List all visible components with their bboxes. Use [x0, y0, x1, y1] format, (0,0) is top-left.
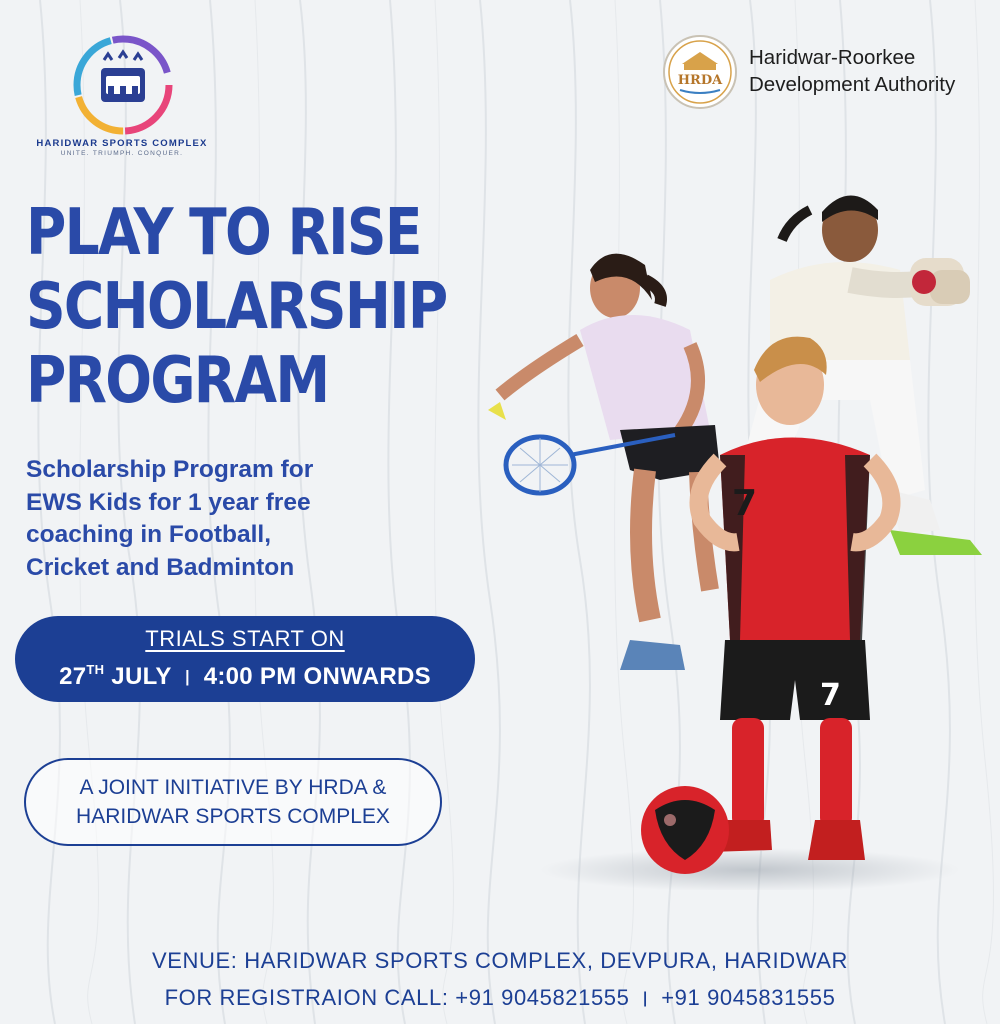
headline-line3: PROGRAM [26, 344, 329, 418]
jersey-number: 7 [732, 483, 758, 524]
joint-line2: HARIDWAR SPORTS COMPLEX [76, 805, 390, 828]
trials-month: JULY [111, 663, 172, 690]
trials-date-banner [15, 616, 475, 702]
description-line1: Scholarship Program for [26, 456, 314, 483]
phone-number-2[interactable]: +91 9045831555 [661, 985, 836, 1010]
venue-line: VENUE: HARIDWAR SPORTS COMPLEX, DEVPURA, HARIDWAR [151, 948, 849, 973]
hsc-logo-tagline: UNITE. TRIUMPH. CONQUER. [60, 150, 184, 157]
hrda-logo-mark: HRDA [677, 73, 723, 88]
athletes-illustration [470, 170, 1000, 890]
cricket-ball-icon [912, 270, 936, 294]
trials-date [15, 662, 475, 691]
contact-label: FOR REGISTRAION CALL: [164, 985, 449, 1010]
football-kid-illustration [699, 337, 892, 860]
headline-line2: SCHOLARSHIP [26, 270, 447, 344]
phone-separator: | [642, 988, 649, 1007]
shorts-number: 7 [820, 678, 841, 713]
football-icon [641, 786, 729, 874]
description-line4: Cricket and Badminton [26, 553, 295, 581]
hrda-name-line1: Haridwar-Roorkee [749, 46, 916, 69]
hrda-logo [662, 34, 738, 110]
haridwar-sports-complex-logo [68, 30, 178, 140]
shuttlecock-icon [488, 402, 506, 420]
trials-day-suffix: TH [86, 662, 105, 677]
joint-line1: A JOINT INITIATIVE BY HRDA & [79, 776, 387, 799]
hrda-name [749, 44, 955, 98]
registration-contact [0, 985, 1000, 1011]
hrda-name-line2: Development Authority [749, 73, 956, 96]
trials-label: TRIALS START ON [145, 626, 345, 651]
description-line3: coaching in Football, [26, 521, 271, 548]
trials-day: 27 [59, 663, 87, 690]
badminton-player-illustration [488, 254, 720, 670]
program-description [26, 454, 406, 584]
phone-number-1[interactable]: +91 9045821555 [455, 985, 630, 1010]
trials-time: 4:00 PM ONWARDS [203, 663, 431, 690]
hsc-logo-name: HARIDWAR SPORTS COMPLEX [36, 138, 208, 149]
trials-separator: | [184, 667, 191, 687]
headline-line1: PLAY TO RISE [26, 196, 421, 270]
description-line2: EWS Kids for 1 year free [26, 488, 311, 516]
joint-initiative-badge [24, 758, 442, 846]
headline [26, 196, 447, 418]
